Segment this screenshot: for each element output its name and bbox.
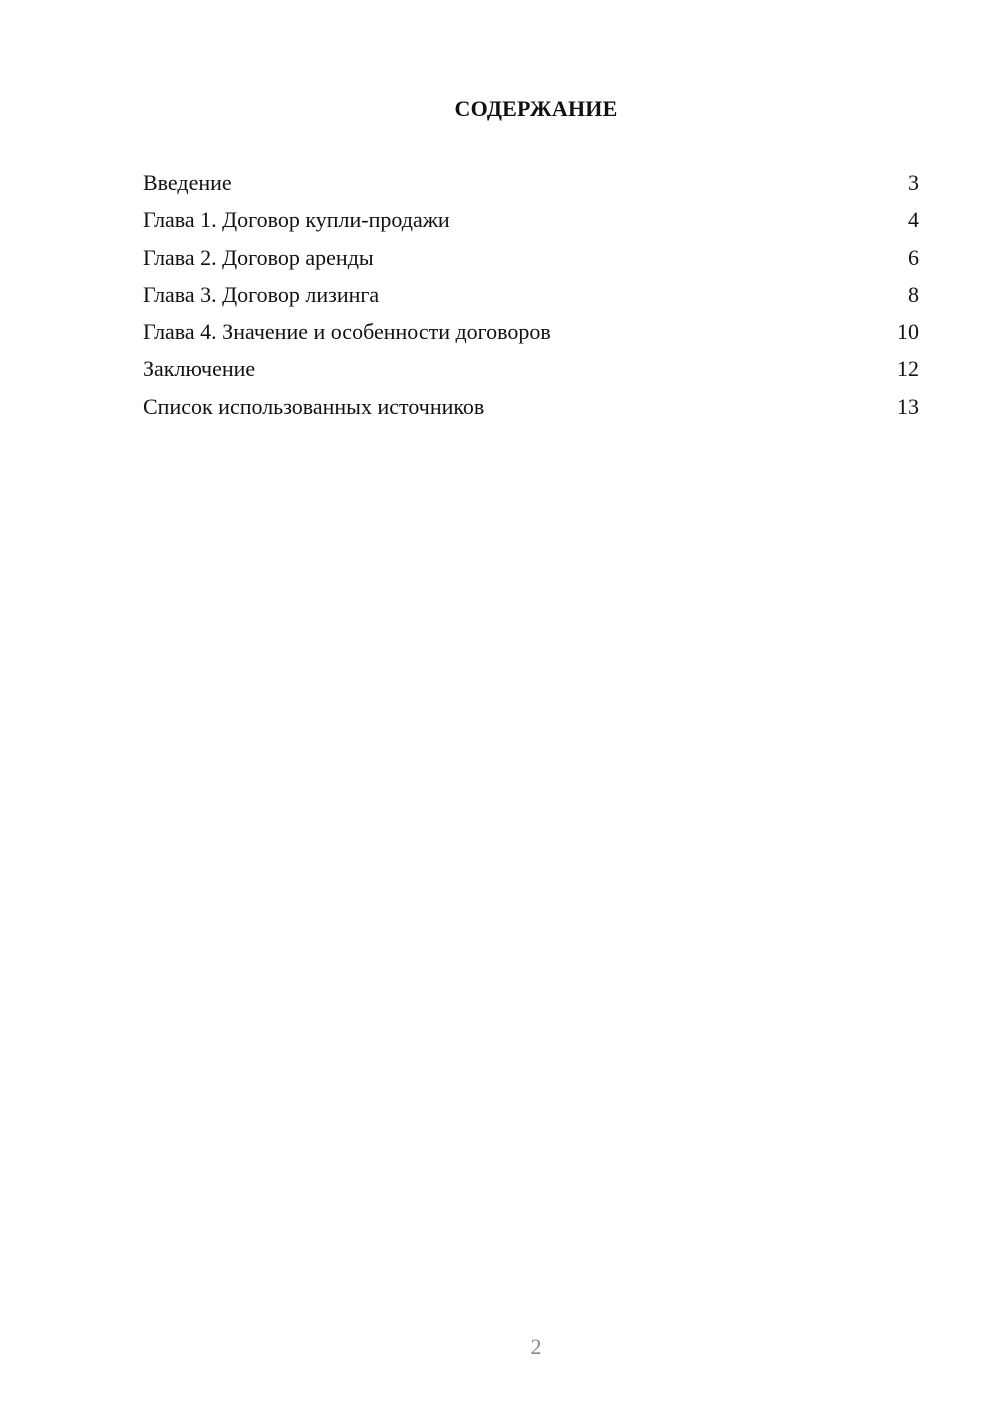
toc-entry-chapter-4[interactable] xyxy=(143,319,919,356)
toc-entry-chapter-1[interactable] xyxy=(143,207,919,244)
toc-entry-references[interactable] xyxy=(143,394,919,431)
toc-entry-page: 8 xyxy=(908,281,919,307)
toc-entry-label: Список использованных источников xyxy=(143,393,485,419)
toc-entry-page: 10 xyxy=(897,319,919,345)
toc-entry-label: Заключение xyxy=(143,356,256,382)
toc-entry-page: 4 xyxy=(908,207,919,233)
toc-entry-page: 12 xyxy=(897,356,919,382)
page-number: 2 xyxy=(530,1334,542,1359)
table-of-contents xyxy=(143,170,919,431)
toc-entry-conclusion[interactable] xyxy=(143,356,919,393)
toc-entry-chapter-2[interactable] xyxy=(143,245,919,282)
toc-entry-label: Введение xyxy=(143,170,232,195)
toc-entry-chapter-3[interactable] xyxy=(143,282,919,319)
toc-entry-label: Глава 2. Договор аренды xyxy=(143,244,374,270)
toc-entry-page: 6 xyxy=(908,244,919,270)
toc-entry-page: 3 xyxy=(908,170,919,195)
page-title: СОДЕРЖАНИЕ xyxy=(454,96,618,121)
toc-entry-page: 13 xyxy=(897,393,919,419)
toc-entry-label: Глава 3. Договор лизинга xyxy=(143,281,380,307)
toc-entry-introduction[interactable] xyxy=(143,170,919,207)
toc-entry-label: Глава 4. Значение и особенности договоров xyxy=(143,319,551,345)
toc-entry-label: Глава 1. Договор купли-продажи xyxy=(143,207,450,233)
